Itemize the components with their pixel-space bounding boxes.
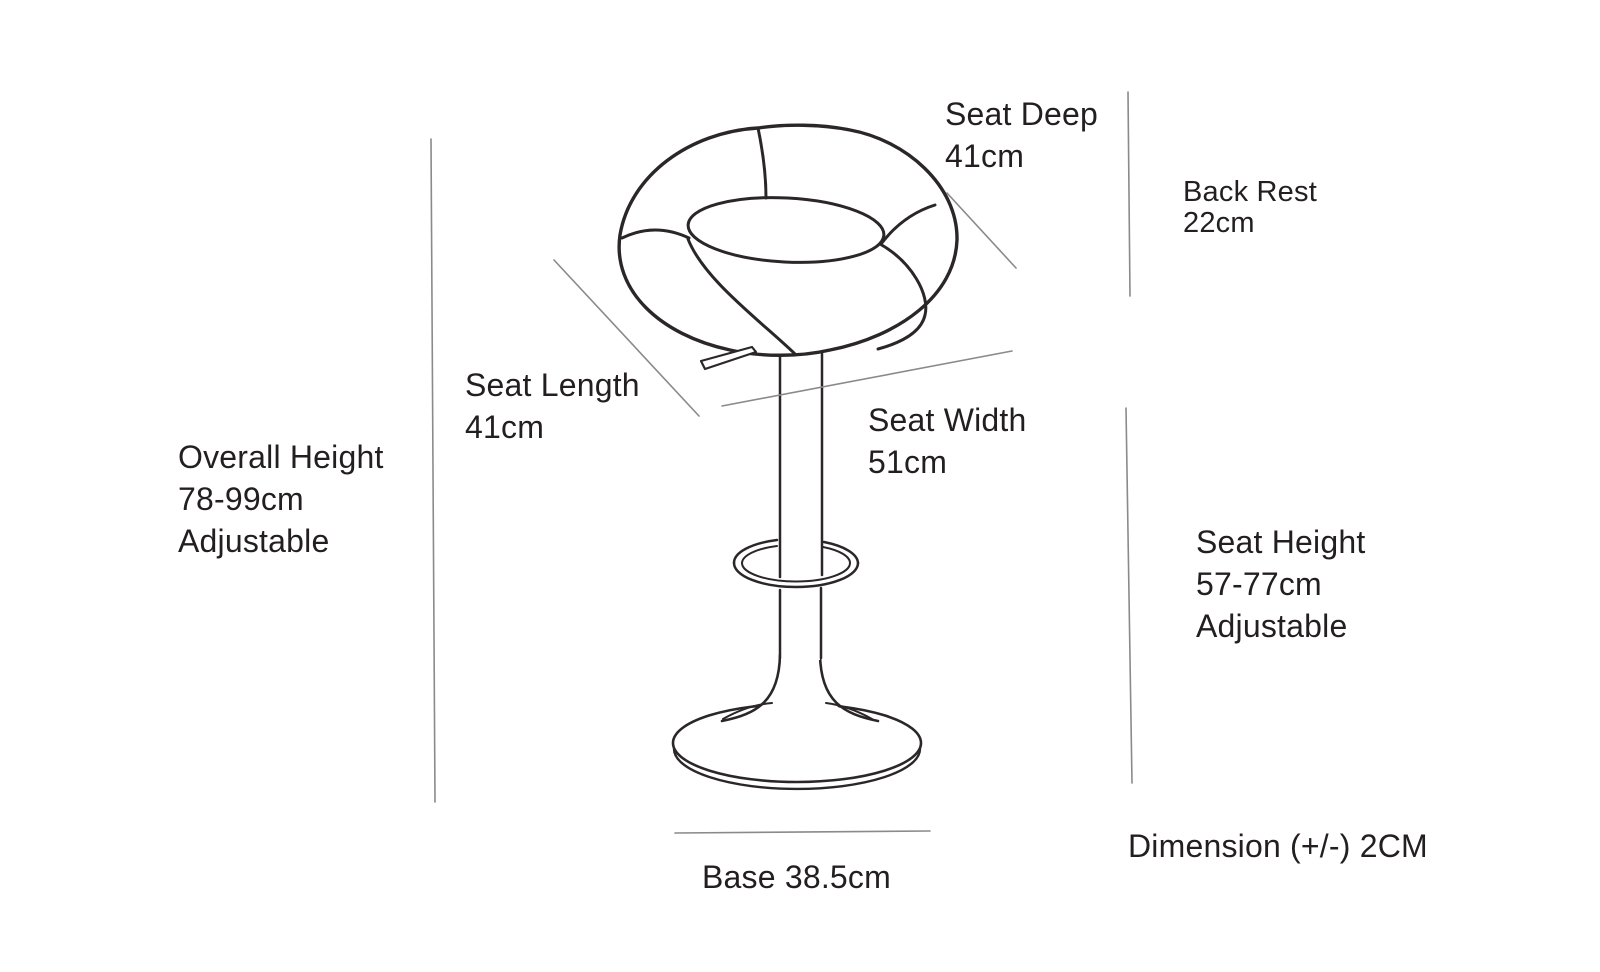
base-label-text: Base 38.5cm	[702, 859, 891, 895]
base-extent-line	[675, 831, 930, 833]
seat-height-extent-line	[1126, 408, 1132, 783]
seat-length-label-line1: Seat Length	[465, 367, 640, 403]
seat-length-label	[465, 364, 640, 448]
seat-height-label	[1196, 521, 1365, 647]
base-label	[702, 856, 891, 898]
overall-height-extent-line	[431, 139, 435, 802]
tolerance-note-text: Dimension (+/-) 2CM	[1128, 828, 1428, 864]
overall-height-label-line3: Adjustable	[178, 523, 330, 559]
tolerance-note	[1128, 825, 1428, 867]
seat-deep-label	[945, 93, 1098, 177]
stool-seat-outline	[619, 125, 957, 355]
back-rest-label-line2: 22cm	[1183, 207, 1255, 239]
seat-height-label-line1: Seat Height	[1196, 524, 1366, 560]
stool-column-fill	[780, 352, 822, 660]
seat-width-label-line1: Seat Width	[868, 402, 1027, 438]
overall-height-label-line1: Overall Height	[178, 439, 384, 475]
seat-width-pointer-line	[722, 351, 1012, 406]
seat-width-label	[868, 399, 1027, 483]
seat-height-label-line3: Adjustable	[1196, 608, 1348, 644]
seat-height-label-line2: 57-77cm	[1196, 566, 1322, 602]
seat-deep-label-line1: Seat Deep	[945, 96, 1099, 132]
back-rest-label	[1183, 177, 1317, 239]
seat-length-label-line2: 41cm	[465, 409, 545, 445]
seat-width-label-line2: 51cm	[868, 444, 948, 480]
overall-height-label-line2: 78-99cm	[178, 481, 304, 517]
back-rest-extent-line	[1128, 92, 1130, 296]
back-rest-label-line1: Back Rest	[1183, 176, 1317, 208]
seat-deep-label-line2: 41cm	[945, 138, 1025, 174]
overall-height-label	[178, 436, 384, 562]
stool-column-right-edge	[821, 352, 822, 658]
